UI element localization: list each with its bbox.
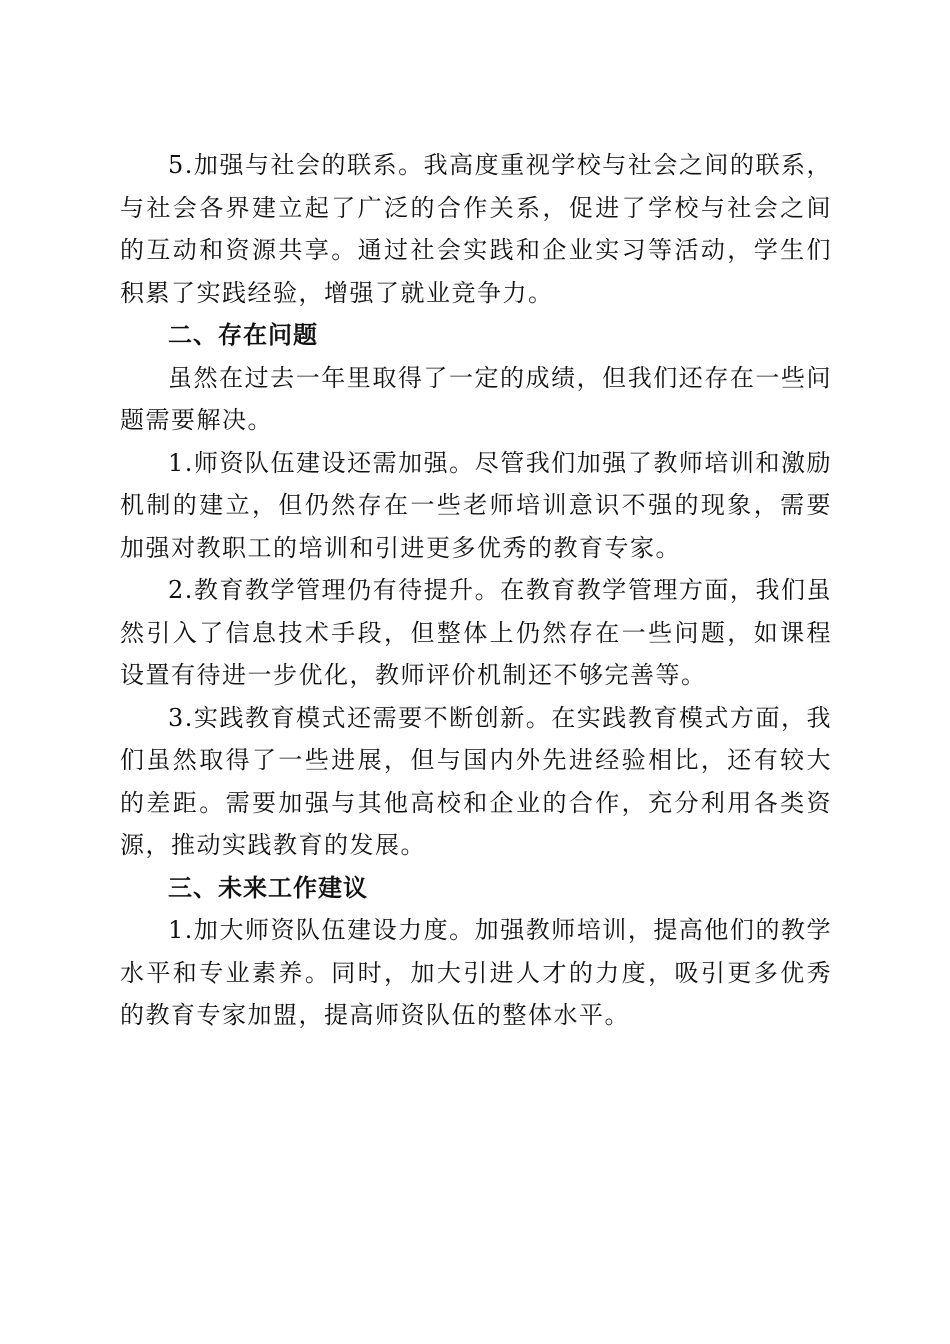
paragraph-suggestion-faculty: 1.加大师资队伍建设力度。加强教师培训，提高他们的教学水平和专业素养。同时，加大引进人才的力度，吸引更多优秀的教育专家加盟，提高师资队伍的整体水平。 [120, 916, 832, 1029]
section-heading-problems: 二、存在问题 [168, 321, 318, 349]
paragraph-problem-practice: 3.实践教育模式还需要不断创新。在实践教育模式方面，我们虽然取得了一些进展，但与国内外先进经验相比，还有较大的差距。需要加强与其他高校和企业的合作，充分利用各类资源，推动实践教育的发展。 [120, 703, 832, 859]
paragraph-problems-intro: 虽然在过去一年里取得了一定的成绩，但我们还存在一些问题需要解决。 [120, 363, 832, 434]
document-page [120, 144, 832, 1037]
paragraph-social-connection: 5.加强与社会的联系。我高度重视学校与社会之间的联系，与社会各界建立起了广泛的合作关系，促进了学校与社会之间的互动和资源共享。通过社会实践和企业实习等活动，学生们积累了实践经验，增强了就业竞争力。 [120, 151, 832, 307]
section-heading-suggestions: 三、未来工作建议 [168, 873, 368, 902]
paragraph-problem-faculty: 1.师资队伍建设还需加强。尽管我们加强了教师培训和激励机制的建立，但仍然存在一些老师培训意识不强的现象，需要加强对教职工的培训和引进更多优秀的教育专家。 [120, 448, 832, 562]
paragraph-problem-management: 2.教育教学管理仍有待提升。在教育教学管理方面，我们虽然引入了信息技术手段，但整体上仍然存在一些问题，如课程设置有待进一步优化，教师评价机制还不够完善等。 [120, 576, 832, 689]
